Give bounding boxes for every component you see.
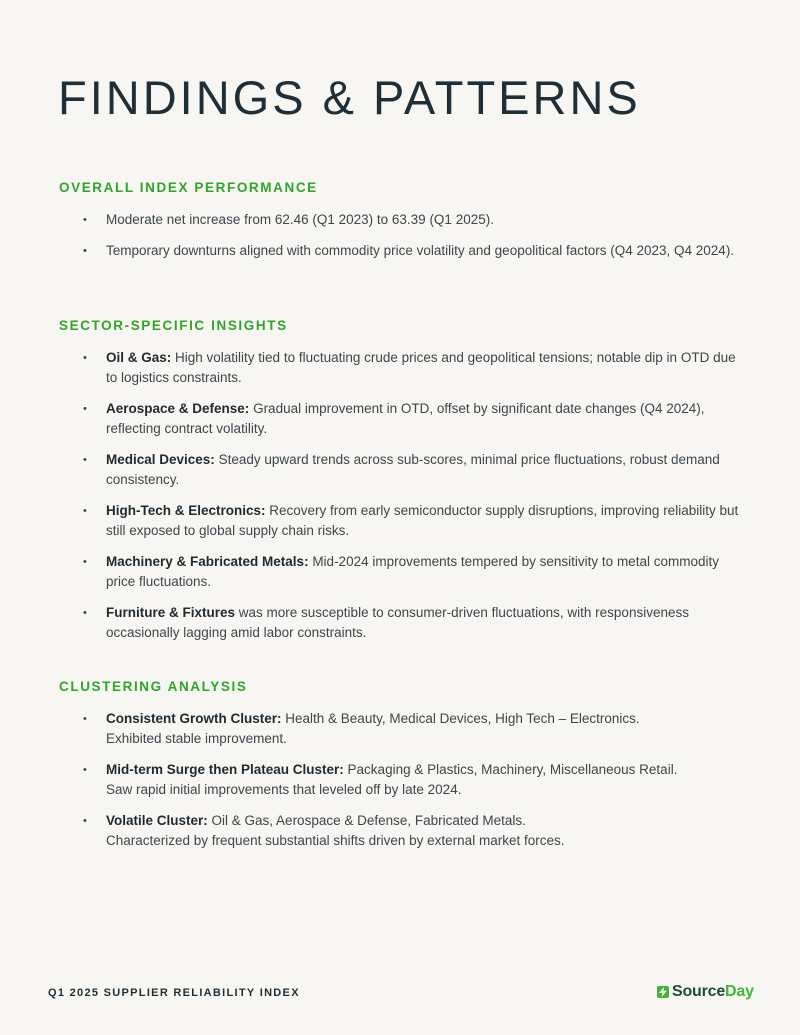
list-item: • Temporary downturns aligned with commodity price volatility and geopolitical factors (Q4 2023, Q4 2024). — [59, 241, 749, 261]
list-item: • Oil & Gas: High volatility tied to fluctuating crude prices and geopolitical tensions; notable dip in OTD due to logistics constraints. — [59, 348, 749, 388]
section-sector-insights — [59, 318, 749, 654]
section-heading: OVERALL INDEX PERFORMANCE — [59, 180, 318, 195]
sourceday-logo — [657, 983, 754, 1001]
list-item: • High-Tech & Electronics: Recovery from early semiconductor supply disruptions, improving reliability but still exposed to global supply chain risks. — [59, 501, 749, 541]
list-item: • Moderate net increase from 62.46 (Q1 2023) to 63.39 (Q1 2025). — [59, 210, 749, 230]
section-clustering-analysis — [59, 679, 749, 862]
list-item: • Volatile Cluster: Oil & Gas, Aerospace & Defense, Fabricated Metals. Characterized by frequent substantial shifts driven by external market forces. — [59, 811, 749, 851]
list-item: • Consistent Growth Cluster: Health & Beauty, Medical Devices, High Tech – Electronics. Exhibited stable improvement. — [59, 709, 749, 749]
list-item: • Aerospace & Defense: Gradual improvement in OTD, offset by significant date changes (Q4 2024), reflecting contract volatility. — [59, 399, 749, 439]
bullet-list — [59, 210, 749, 261]
section-heading: CLUSTERING ANALYSIS — [59, 679, 248, 694]
logo-wordmark: SourceDay — [672, 983, 754, 1000]
footer-label: Q1 2025 SUPPLIER RELIABILITY INDEX — [48, 987, 300, 999]
bullet-list — [59, 348, 749, 643]
list-item: • Medical Devices: Steady upward trends across sub-scores, minimal price fluctuations, robust demand consistency. — [59, 450, 749, 490]
section-overall-index — [59, 180, 749, 272]
list-item: • Machinery & Fabricated Metals: Mid-2024 improvements tempered by sensitivity to metal commodity price fluctuations. — [59, 552, 749, 592]
section-heading: SECTOR-SPECIFIC INSIGHTS — [59, 318, 288, 333]
bolt-icon — [657, 986, 669, 998]
bullet-list — [59, 709, 749, 851]
list-item: • Furniture & Fixtures was more susceptible to consumer-driven fluctuations, with responsiveness occasionally lagging amid labor constraints. — [59, 603, 749, 643]
page-title: FINDINGS & PATTERNS — [58, 71, 641, 124]
list-item: • Mid-term Surge then Plateau Cluster: Packaging & Plastics, Machinery, Miscellaneous Retail. Saw rapid initial improvements that leveled off by late 2024. — [59, 760, 749, 800]
